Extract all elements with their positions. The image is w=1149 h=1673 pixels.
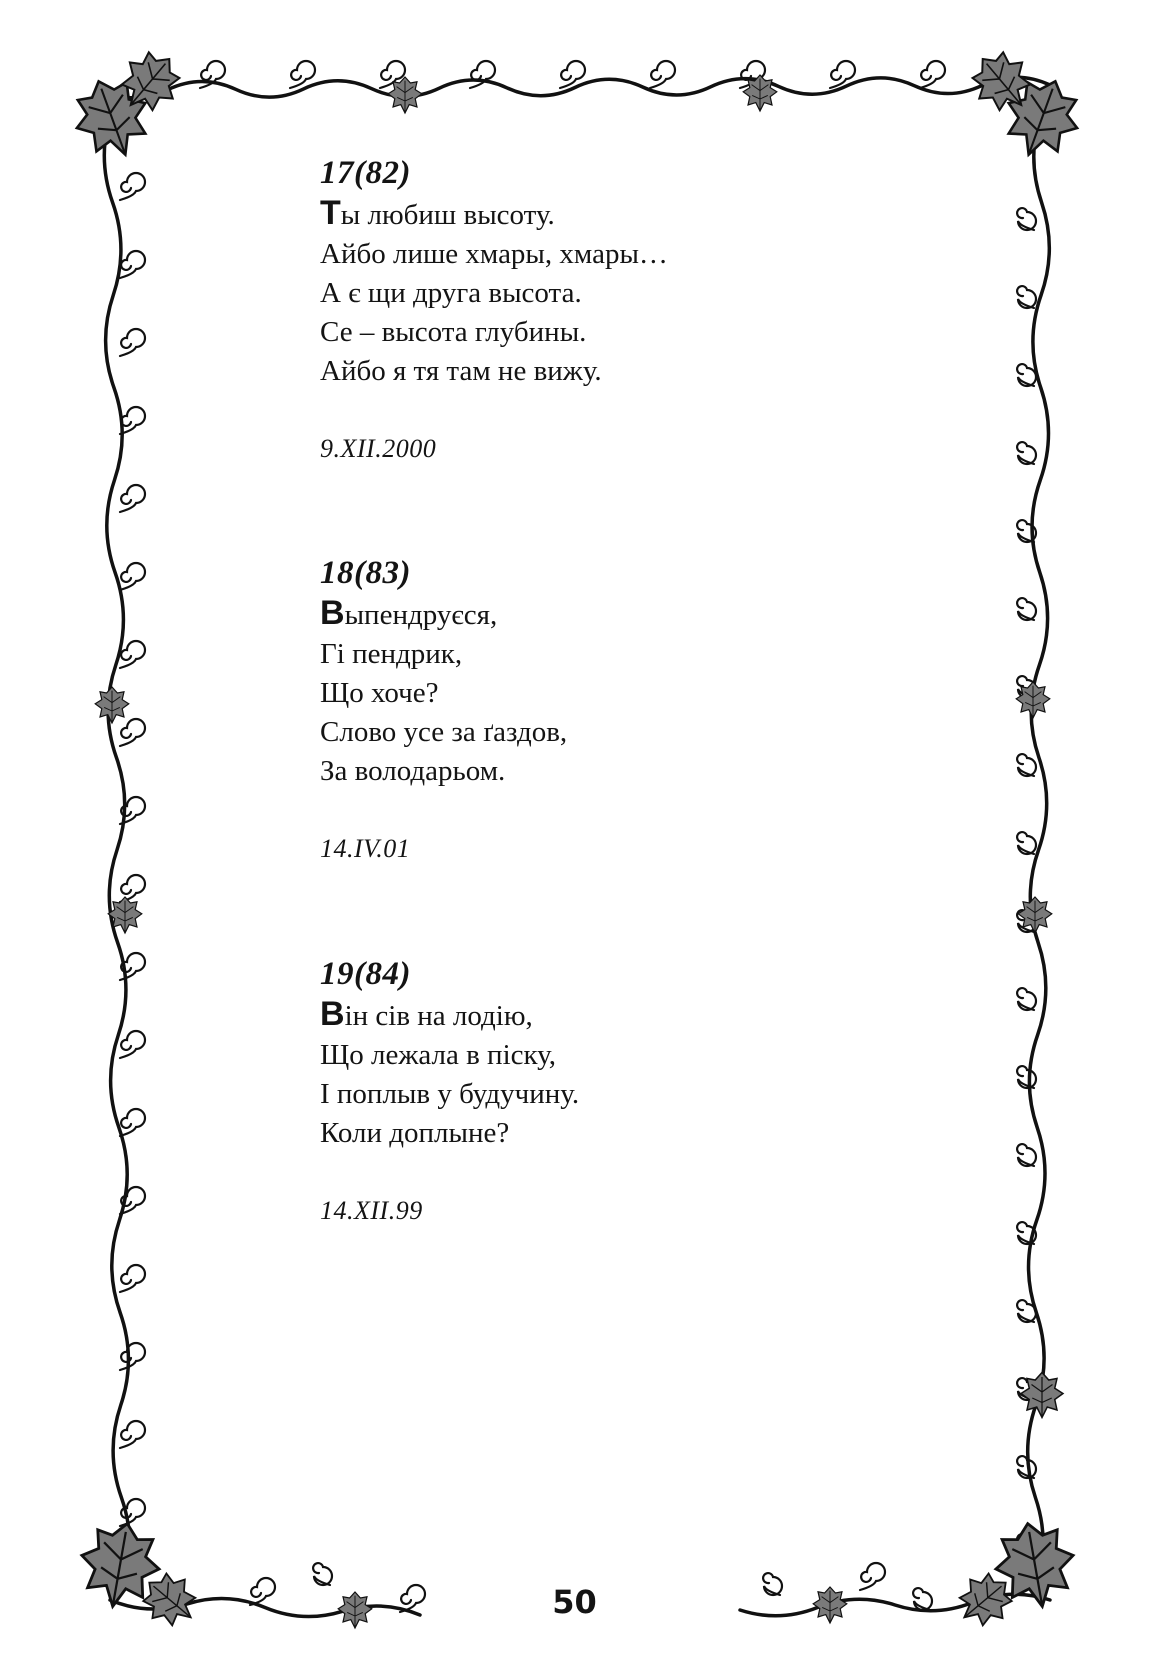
drop-cap: В (320, 995, 345, 1033)
poem-number: 19(84) (320, 956, 411, 992)
poem-line: Айбо лише хмары, хмары… (320, 238, 668, 270)
tendril-right (1017, 1066, 1036, 1088)
poem-number: 18(83) (320, 555, 411, 591)
first-line-rest: ыпендруєся, (344, 599, 498, 631)
poem-date: 14.XII.99 (320, 1196, 423, 1225)
poem-number: 17(82) (320, 155, 411, 191)
poem-line: А є щи друга высота. (320, 277, 582, 309)
drop-cap: Т (320, 194, 341, 232)
tendril-right (1017, 754, 1036, 776)
poem-line: Се – высота глубины. (320, 316, 587, 348)
poem-line: І поплыв у будучину. (320, 1078, 580, 1110)
tendril-left (120, 563, 145, 590)
poem-line: Що лежала в піску, (320, 1039, 557, 1071)
tendril-left (120, 1031, 145, 1058)
tendril-left (120, 329, 145, 356)
poem-date: 9.XII.2000 (320, 434, 437, 463)
drop-cap: В (320, 594, 345, 632)
leaf-icon (743, 75, 777, 111)
tendril-right (1017, 1144, 1036, 1166)
poem-19 (320, 953, 579, 1227)
poem-first-line (320, 196, 668, 235)
tendril-right (1017, 208, 1036, 230)
tendril-right (1017, 286, 1036, 308)
leaf-icon (388, 77, 422, 113)
poem-18 (320, 552, 567, 865)
poem-line: Гі пендрик, (320, 638, 463, 670)
tendril-left (120, 641, 145, 668)
leaf-icon (1016, 682, 1050, 718)
poem-17 (320, 152, 668, 465)
tendril-right (1017, 1456, 1036, 1478)
tendril-left (120, 173, 145, 200)
leaf-icon (95, 687, 129, 723)
poem-line: Айбо я тя там не вижу. (320, 355, 602, 387)
tendril-right (1017, 832, 1036, 854)
poem-line: За володарьом. (320, 755, 506, 787)
tendril-right (1017, 364, 1036, 386)
tendril-top (920, 61, 945, 88)
poem-line: Коли доплыне? (320, 1117, 510, 1149)
first-line-rest: ы любиш высоту. (340, 199, 555, 231)
tendril-right (1017, 598, 1036, 620)
leaf-icon (1021, 1373, 1063, 1418)
tendril-right (1017, 442, 1036, 464)
tendril-left (120, 719, 145, 746)
poem-date: 14.IV.01 (320, 834, 411, 863)
poem-line: Слово усе за ґаздов, (320, 716, 568, 748)
tendril-left (120, 1421, 145, 1448)
tendril-right (1017, 988, 1036, 1010)
poem-line: Що хоче? (320, 677, 439, 709)
vine-right (1028, 110, 1050, 1590)
first-line-rest: ін сів на лодію, (344, 1000, 533, 1032)
tendril-left (120, 485, 145, 512)
tendril-left (120, 1343, 145, 1370)
poem-first-line (320, 997, 579, 1036)
poem-first-line (320, 596, 567, 635)
page-number: 50 (552, 1583, 597, 1621)
tendril-top (650, 61, 675, 88)
tendril-left (120, 1109, 145, 1136)
tendril-left (120, 1265, 145, 1292)
tendril-left (120, 251, 145, 278)
